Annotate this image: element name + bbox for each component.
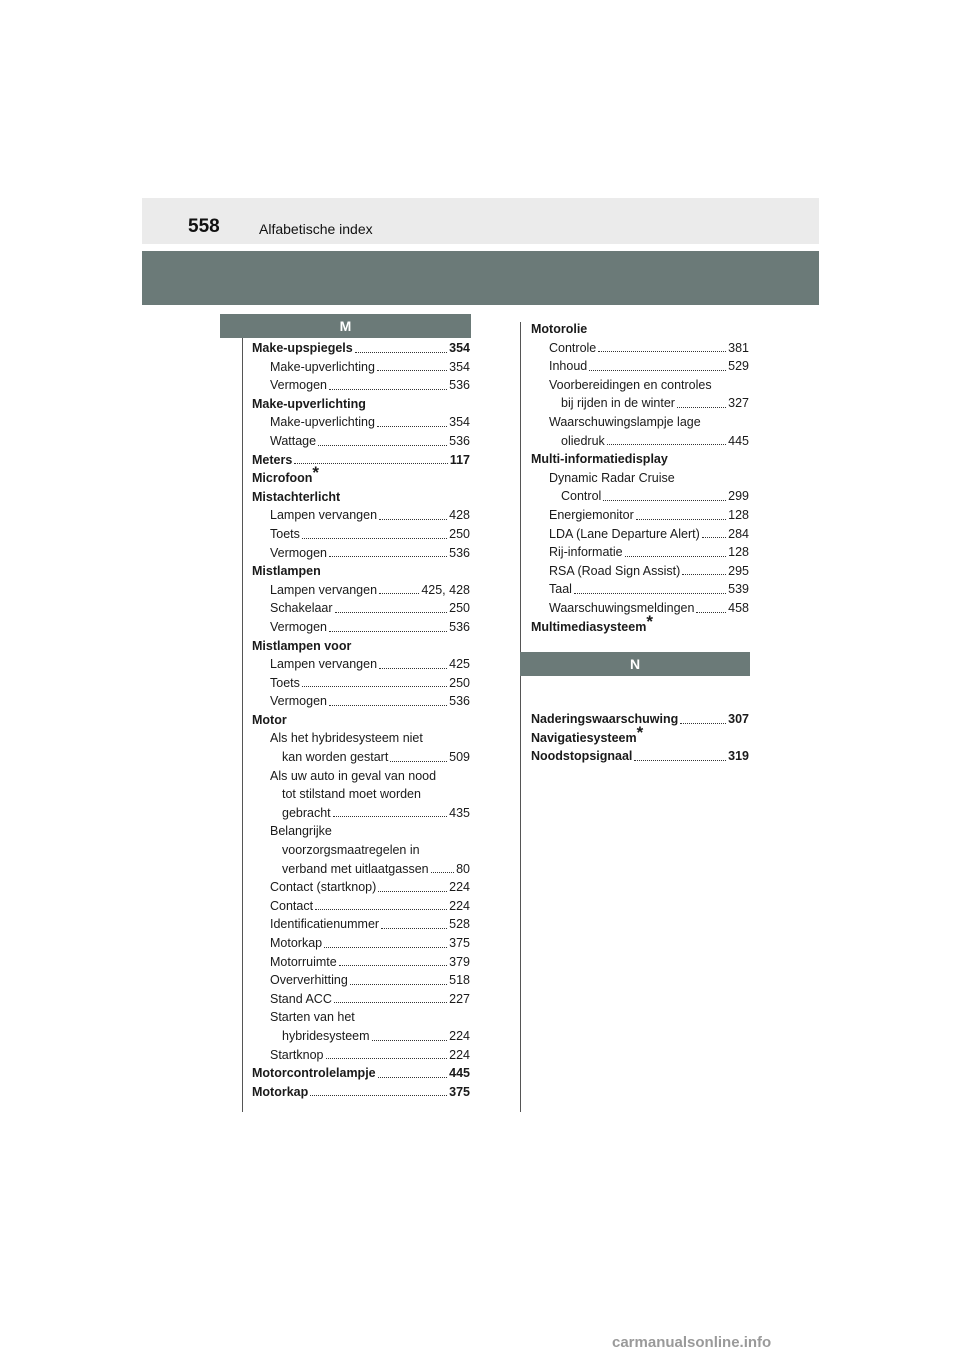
leader-dots — [324, 947, 447, 948]
entry-page: 250 — [449, 526, 470, 541]
entry-term: Motorkap — [270, 936, 323, 950]
index-entry — [252, 376, 470, 395]
leader-dots — [390, 761, 447, 762]
entry-page: 224 — [449, 1047, 470, 1062]
index-entry — [252, 655, 470, 674]
entry-term: Naderingswaarschuwing — [531, 712, 679, 727]
entry-page: 425 — [449, 657, 470, 672]
index-heading — [252, 463, 470, 488]
entry-term: Motorruimte — [270, 954, 337, 969]
entry-term: Contact — [270, 898, 314, 913]
entry-page: 536 — [449, 378, 470, 393]
entry-page: 536 — [449, 694, 470, 709]
entry-page: 428 — [449, 508, 470, 523]
leader-dots — [372, 1040, 448, 1041]
entry-term: Vermogen — [270, 378, 327, 393]
entry-term: kan worden gestart — [282, 750, 389, 765]
entry-page: 354 — [449, 341, 470, 355]
index-heading — [252, 729, 470, 748]
index-entry — [531, 580, 749, 599]
page-number: 558 — [188, 216, 220, 237]
leader-dots — [431, 872, 454, 873]
section-gap — [531, 636, 749, 710]
index-entry — [252, 618, 470, 637]
leader-dots — [318, 445, 447, 446]
entry-term: Waarschuwingslampje lage — [549, 414, 701, 429]
index-entry — [252, 748, 470, 767]
index-entry — [531, 506, 749, 525]
page-header-band — [142, 251, 819, 305]
entry-page: 518 — [449, 973, 470, 988]
entry-term: Stand ACC — [270, 991, 332, 1006]
entry-page: 327 — [728, 396, 749, 411]
index-entry — [252, 339, 470, 358]
index-entry — [252, 804, 470, 823]
index-entry — [252, 1046, 470, 1065]
index-entry — [252, 915, 470, 934]
entry-term: Contact (startknop) — [270, 880, 377, 895]
entry-term: Taal — [549, 582, 572, 597]
index-heading — [252, 841, 470, 860]
entry-term: Lampen vervangen — [270, 657, 378, 672]
entry-term: Starten van het — [270, 1010, 355, 1025]
index-heading — [252, 637, 470, 656]
index-entry — [252, 413, 470, 432]
entry-term: gebracht — [282, 805, 331, 820]
leader-dots — [636, 519, 726, 520]
footnote-star: * — [312, 463, 320, 483]
leader-dots — [680, 723, 726, 724]
index-heading — [531, 469, 749, 488]
index-heading — [252, 785, 470, 804]
entry-page: 375 — [449, 936, 470, 950]
leader-dots — [350, 984, 447, 985]
entry-term: Control — [561, 489, 602, 504]
entry-page: 227 — [449, 991, 470, 1006]
entry-term: Toets — [270, 526, 300, 541]
entry-term: Make-upverlichting — [252, 396, 366, 411]
entry-term: Waarschuwingsmeldingen — [549, 600, 695, 615]
leader-dots — [682, 574, 726, 575]
entry-term: Vermogen — [270, 619, 327, 634]
footnote-star: * — [646, 611, 653, 631]
leader-dots — [379, 668, 447, 669]
entry-term: Voorbereidingen en controles — [549, 377, 712, 392]
leader-dots — [377, 370, 447, 371]
entry-page: 224 — [449, 880, 470, 895]
section-header-m: M — [220, 314, 471, 338]
entry-page: 529 — [728, 359, 749, 374]
entry-term: Schakelaar — [270, 601, 333, 616]
index-entry — [252, 432, 470, 451]
entry-term: Belangrijke — [270, 824, 332, 839]
entry-term: Mistlampen voor — [252, 638, 352, 653]
index-entry — [531, 599, 749, 618]
entry-term: Noodstopsignaal — [531, 749, 633, 764]
index-entry — [252, 599, 470, 618]
index-heading — [252, 767, 470, 786]
index-entry — [252, 897, 470, 916]
entry-term: hybridesysteem — [282, 1028, 370, 1043]
index-heading — [252, 711, 470, 730]
index-heading — [531, 376, 749, 395]
leader-dots — [702, 537, 726, 538]
leader-dots — [335, 612, 448, 613]
entry-term: Als het hybridesysteem niet — [270, 731, 423, 746]
index-heading — [531, 611, 749, 637]
index-entry — [531, 394, 749, 413]
index-heading — [531, 722, 749, 748]
index-entry — [252, 525, 470, 544]
entry-term: Inhoud — [549, 359, 588, 374]
page-header-bar — [142, 198, 819, 244]
index-heading — [252, 562, 470, 581]
entry-term: oliedruk — [561, 433, 605, 448]
entry-term: Wattage — [270, 433, 317, 448]
entry-page: 299 — [728, 489, 749, 504]
entry-term: Multimediasysteem — [531, 619, 647, 634]
entry-page: 536 — [449, 619, 470, 634]
entry-term: Startknop — [270, 1047, 324, 1062]
entry-page: 319 — [728, 749, 749, 764]
index-entry — [252, 1027, 470, 1046]
index-entry — [252, 1064, 470, 1083]
index-entry — [531, 525, 749, 544]
index-entry — [252, 506, 470, 525]
index-entry — [252, 953, 470, 972]
leader-dots — [302, 686, 447, 687]
entry-term: Multi-informatiedisplay — [531, 452, 668, 467]
leader-dots — [326, 1058, 448, 1059]
right-column-rule — [520, 322, 521, 1112]
entry-page: 128 — [728, 507, 749, 522]
leader-dots — [574, 593, 726, 594]
leader-dots — [378, 1077, 448, 1078]
leader-dots — [603, 500, 726, 501]
entry-page: 458 — [728, 600, 749, 615]
entry-term: Rij-informatie — [549, 545, 623, 560]
entry-term: Lampen vervangen — [270, 582, 378, 597]
entry-term: Oververhitting — [270, 973, 348, 988]
leader-dots — [381, 928, 447, 929]
entry-page: 295 — [728, 563, 749, 578]
entry-page: 307 — [728, 712, 749, 727]
index-heading — [252, 822, 470, 841]
leader-dots — [696, 612, 726, 613]
leader-dots — [677, 407, 726, 408]
leader-dots — [378, 891, 447, 892]
entry-term: Motorkap — [252, 1084, 309, 1099]
index-entry — [252, 581, 470, 600]
entry-page: 509 — [449, 750, 470, 765]
entry-page: 224 — [449, 898, 470, 913]
entry-term: Energiemonitor — [549, 507, 634, 522]
index-heading — [252, 488, 470, 507]
entry-page: 536 — [449, 433, 470, 448]
entry-term: LDA (Lane Departure Alert) — [549, 526, 700, 541]
section-header-n: N — [520, 652, 750, 676]
page-title: Alfabetische index — [259, 221, 373, 237]
index-heading — [252, 395, 470, 414]
entry-page: 224 — [449, 1028, 470, 1043]
entry-term: Lampen vervangen — [270, 508, 378, 523]
entry-page: 536 — [449, 545, 470, 560]
entry-term: Motorolie — [531, 322, 588, 336]
leader-dots — [302, 538, 447, 539]
entry-term: Motor — [252, 712, 287, 727]
watermark: carmanualsonline.info — [612, 1334, 772, 1351]
leader-dots — [329, 705, 447, 706]
leader-dots — [377, 426, 447, 427]
entry-page: 128 — [728, 545, 749, 560]
entry-term: verband met uitlaatgassen — [282, 861, 429, 876]
entry-page: 381 — [728, 340, 749, 355]
entry-page: 250 — [449, 675, 470, 690]
leader-dots — [589, 370, 726, 371]
leader-dots — [329, 389, 447, 390]
leader-dots — [607, 444, 726, 445]
leader-dots — [355, 352, 447, 353]
leader-dots — [333, 816, 447, 817]
entry-page: 354 — [449, 415, 470, 430]
entry-page: 284 — [728, 526, 749, 541]
entry-term: RSA (Road Sign Assist) — [549, 563, 681, 578]
index-heading — [531, 320, 749, 339]
entry-page: 250 — [449, 601, 470, 616]
index-entry — [531, 747, 749, 766]
entry-term: Dynamic Radar Cruise — [549, 470, 675, 485]
index-entry — [252, 544, 470, 563]
entry-term: Make-upverlichting — [270, 415, 375, 430]
index-heading — [531, 413, 749, 432]
left-column-rule — [242, 322, 243, 1112]
entry-page: 80 — [456, 861, 470, 876]
entry-term: Vermogen — [270, 545, 327, 560]
entry-term: voorzorgsmaatregelen in — [282, 843, 420, 858]
index-entry — [252, 358, 470, 377]
entry-term: Controle — [549, 340, 597, 355]
index-heading — [252, 1008, 470, 1027]
index-entry — [252, 990, 470, 1009]
entry-page: 528 — [449, 917, 470, 932]
index-entry — [252, 860, 470, 879]
entry-term: Als uw auto in geval van nood — [270, 768, 437, 783]
entry-page: 354 — [449, 359, 470, 374]
index-heading — [531, 450, 749, 469]
leader-dots — [315, 909, 447, 910]
leader-dots — [379, 519, 447, 520]
index-entry — [531, 432, 749, 451]
entry-term: Mistlampen — [252, 564, 321, 579]
entry-term: Navigatiesysteem — [531, 730, 637, 745]
entry-page: 379 — [449, 954, 470, 969]
leader-dots — [310, 1095, 447, 1096]
index-entry — [531, 339, 749, 358]
entry-term: Motorcontrolelampje — [252, 1066, 376, 1081]
entry-term: Make-upspiegels — [252, 341, 353, 355]
entry-page: 445 — [449, 1066, 470, 1081]
entry-page: 117 — [449, 452, 470, 467]
index-entry — [531, 543, 749, 562]
index-entry — [252, 934, 470, 953]
leader-dots — [329, 631, 447, 632]
index-column-right — [531, 320, 749, 766]
leader-dots — [329, 556, 447, 557]
entry-term: Toets — [270, 675, 300, 690]
leader-dots — [334, 1002, 447, 1003]
leader-dots — [379, 593, 419, 594]
index-column-left — [252, 339, 470, 1101]
index-entry — [252, 692, 470, 711]
entry-term: Identificatienummer — [270, 917, 380, 932]
footnote-star: * — [636, 722, 644, 742]
entry-page: 539 — [728, 582, 749, 597]
index-entry — [252, 674, 470, 693]
index-entry — [252, 451, 470, 470]
entry-term: Vermogen — [270, 694, 327, 709]
leader-dots — [634, 760, 726, 761]
index-entry — [531, 487, 749, 506]
leader-dots — [598, 351, 726, 352]
leader-dots — [339, 965, 447, 966]
entry-page: 445 — [728, 433, 749, 448]
leader-dots — [625, 556, 727, 557]
entry-term: tot stilstand moet worden — [282, 787, 421, 802]
entry-term: Microfoon — [252, 471, 313, 486]
index-list-m — [531, 320, 749, 636]
entry-page: 425, 428 — [421, 582, 470, 597]
entry-term: Make-upverlichting — [270, 359, 375, 374]
entry-term: Meters — [252, 452, 293, 467]
index-list-n — [531, 710, 749, 766]
entry-term: bij rijden in de winter — [561, 396, 675, 411]
index-entry — [531, 357, 749, 376]
entry-page: 375 — [449, 1084, 470, 1099]
entry-term: Mistachterlicht — [252, 489, 341, 504]
index-entry — [252, 971, 470, 990]
index-entry — [252, 1083, 470, 1102]
entry-page: 435 — [449, 805, 470, 820]
index-entry — [252, 878, 470, 897]
index-entry — [531, 562, 749, 581]
